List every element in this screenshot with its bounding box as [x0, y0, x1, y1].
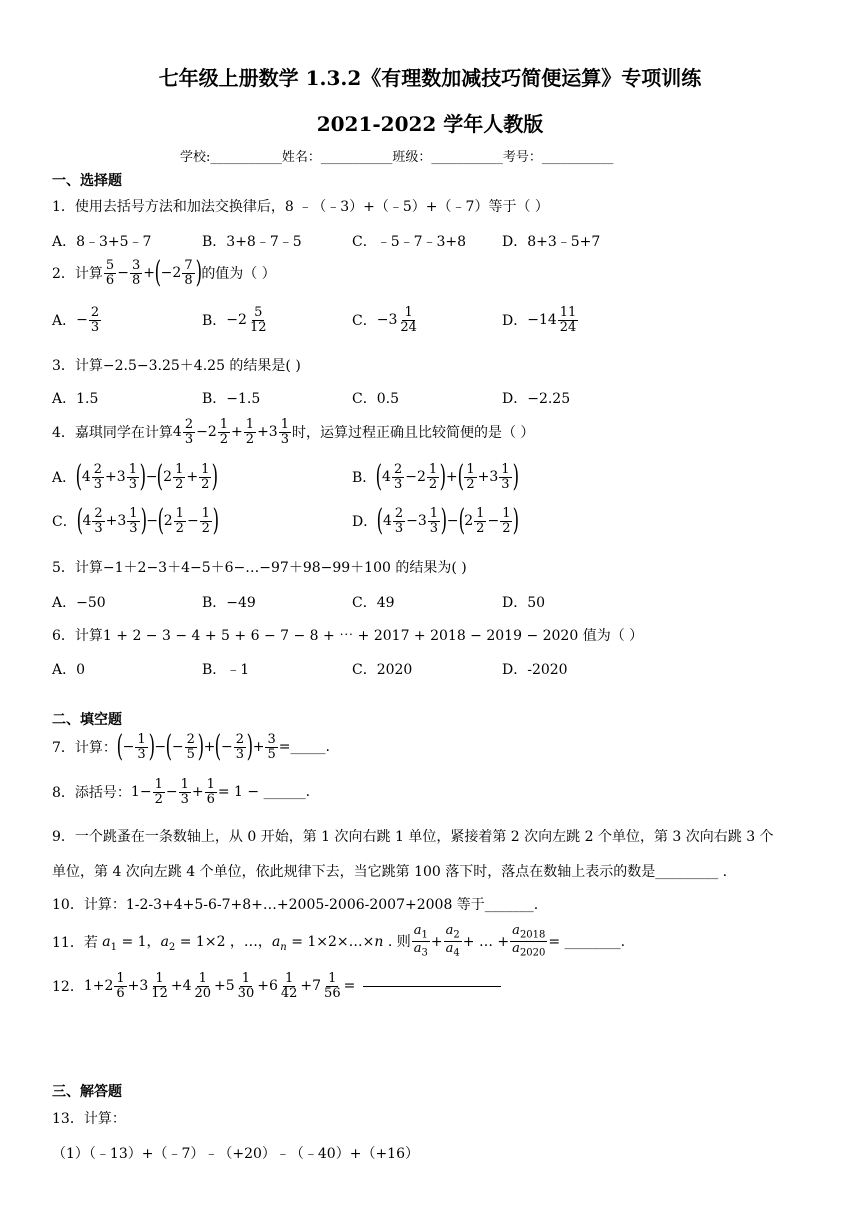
question-9-line-1: 9．一个跳蚤在一条数轴上，从 0 开始，第 1 次向右跳 1 单位，紧接着第 2 次向左跳 2 个单位，第 3 次向右跳 3 个 — [52, 829, 774, 845]
question-2-option-a: A． − $\frac{2}{3}$ — [52, 305, 100, 335]
question-5-option-d: D．50 — [502, 595, 546, 611]
question-10-stem: 10．计算：1-2-3+4+5-6-7+8+…+2005-2006-2007+2008 等于_______. — [52, 897, 539, 913]
question-4-option-d: D． ( 4 $\frac{2}{3}$ −3 $\frac{1}{3}$ ) − ( 2 $\frac{1}{2}$ − $\frac{1}{2}$ ) — [352, 503, 520, 538]
question-5-option-a: A．−50 — [52, 595, 106, 611]
question-3-option-b: B．−1.5 — [202, 391, 261, 407]
section-fill-heading: 二、填空题 — [52, 712, 122, 728]
question-11-stem: 11．若 $a_1 = 1$，$a_2 = 1\times 2$ ，…，$a_n$ = 1×2×…×n . 则 $\frac{a_1}{a_3}$ + $\frac{a_2}{a_4}$ + … + $\frac{a_{2018}}{a_{2020}}$ = ________. — [52, 923, 626, 959]
question-1-option-c: C．﹣5﹣7﹣3+8 — [352, 234, 467, 250]
section-solve-heading: 三、解答题 — [52, 1084, 122, 1100]
question-4-stem: 4．嘉琪同学在计算 4 $\frac{2}{3}$ −2 $\frac{1}{2}$ + $\frac{1}{2}$ +3 $\frac{1}{3}$ 时，运算过程正确且比较简便的是（ ） — [52, 417, 535, 447]
question-6-option-d: D．-2020 — [502, 662, 568, 678]
question-2-stem: 2．计算 $\frac{5}{6}$ − $\frac{3}{8}$ + ( −2 $\frac{7}{8}$ ) 的值为（ ） — [52, 255, 276, 290]
question-3-option-d: D．−2.25 — [502, 391, 571, 407]
question-12-answer-blank — [363, 986, 501, 987]
question-1-stem: 1．使用去括号方法和加法交换律后，8 ﹣（﹣3）+（﹣5）+（﹣7）等于（ ） — [52, 199, 549, 215]
student-info-line: 学校:___________姓名：___________班级：___________考号：___________ — [180, 150, 614, 165]
question-4-option-b: B． ( 4 $\frac{2}{3}$ −2 $\frac{1}{2}$ ) + ( $\frac{1}{2}$ +3 $\frac{1}{3}$ ) — [352, 459, 519, 494]
question-1-option-a: A．8﹣3+5﹣7 — [52, 234, 152, 250]
question-3-stem: 3．计算−2.5−3.25＋4.25 的结果是( ) — [52, 358, 301, 374]
question-4-option-c: C． ( 4 $\frac{2}{3}$ +3 $\frac{1}{3}$ ) − ( 2 $\frac{1}{2}$ − $\frac{1}{2}$ ) — [52, 503, 220, 538]
page-subtitle: 2021-2022 学年人教版 — [316, 112, 544, 136]
page-title: 七年级上册数学 1.3.2《有理数加减技巧简便运算》专项训练 — [158, 66, 702, 90]
question-8-stem: 8．添括号： 1− $\frac{1}{2}$ − $\frac{1}{3}$ + $\frac{1}{6}$ = 1 − ______. — [52, 777, 311, 807]
question-4-option-a: A． ( 4 $\frac{2}{3}$ +3 $\frac{1}{3}$ ) − ( 2 $\frac{1}{2}$ + $\frac{1}{2}$ ) — [52, 459, 219, 494]
question-6-option-a: A．0 — [52, 662, 86, 678]
question-1-option-d: D．8+3﹣5+7 — [502, 234, 601, 250]
question-2-option-b: B． −2 $\frac{5}{12}$ — [202, 305, 267, 335]
question-5-option-c: C．49 — [352, 595, 395, 611]
question-6-option-c: C．2020 — [352, 662, 413, 678]
question-7-stem: 7．计算： ( − $\frac{1}{3}$ ) − ( − $\frac{2}{5}$ ) + ( − $\frac{2}{3}$ ) + $\frac{3}{5}$ =_____. — [52, 729, 330, 764]
question-12-stem: 12． 1+2 $\frac{1}{6}$ +3 $\frac{1}{12}$ +4 $\frac{1}{20}$ +5 $\frac{1}{30}$ +6 $\frac{1}{42}$ +7 $\frac{1}{56}$ = — [52, 972, 501, 1000]
question-6-stem: 6．计算1 + 2 − 3 − 4 + 5 + 6 − 7 − 8 + ⋯ + 2017 + 2018 − 2019 − 2020 值为（ ） — [52, 628, 644, 644]
question-2-option-d: D． −14 $\frac{11}{24}$ — [502, 305, 577, 335]
section-choice-heading: 一、选择题 — [52, 173, 122, 189]
question-13-part-1: （1）（﹣13）+（﹣7）﹣（+20）﹣（﹣40）+（+16） — [52, 1146, 419, 1162]
question-2-option-c: C． −3 $\frac{1}{24}$ — [352, 305, 417, 335]
question-5-stem: 5．计算−1＋2−3＋4−5＋6−…−97＋98−99＋100 的结果为( ) — [52, 560, 467, 576]
question-3-option-c: C．0.5 — [352, 391, 399, 407]
question-6-option-b: B．﹣1 — [202, 662, 250, 678]
question-1-option-b: B．3+8﹣7﹣5 — [202, 234, 302, 250]
question-9-line-2: 单位，第 4 次向左跳 4 个单位，依此规律下去，当它跳第 100 落下时，落点在数轴上表示的数是_________ . — [52, 864, 728, 880]
question-5-option-b: B．−49 — [202, 595, 256, 611]
question-13-stem: 13．计算： — [52, 1111, 126, 1127]
question-3-option-a: A．1.5 — [52, 391, 99, 407]
